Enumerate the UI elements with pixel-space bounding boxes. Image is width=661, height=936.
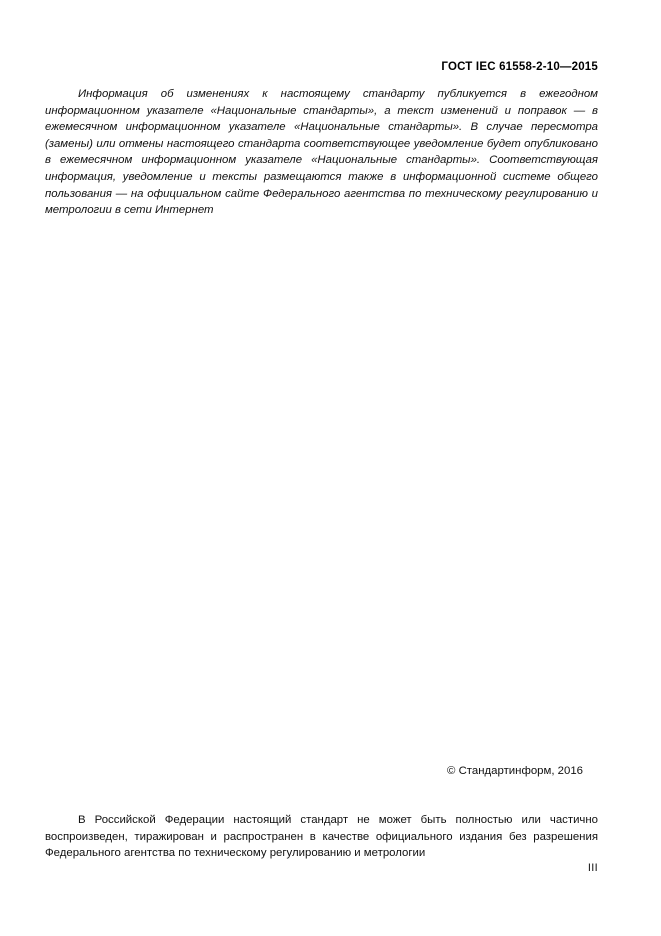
- page-number: III: [587, 862, 598, 874]
- running-header: ГОСТ IEC 61558-2-10—2015: [441, 61, 598, 73]
- reproduction-restriction-paragraph: В Российской Федерации настоящий стандарт не может быть полностью или частично воспроизведен, тиражирован и распространен в качестве официального издания без разрешения Федерального агентства по техническому регулированию и метрологии: [45, 814, 598, 860]
- copyright-line: © Стандартинформ, 2016: [447, 765, 583, 777]
- amendment-notice-paragraph: Информация об изменениях к настоящему стандарту публикуется в ежегодном информационном указателе «Национальные стандарты», а текст изменений и поправок — в ежемесячном информационном указателе «Национальные стандарты». В случае пересмотра (замены) или отмены настоящего стандарта соответствующее уведомление будет опубликовано в ежемесячном информационном указателе «Национальные стандарты». Соответствующая информация, уведомление и тексты размещаются также в информационной системе общего пользования — на официальном сайте Федерального агентства по техническому регулированию и метрологии в сети Интернет: [45, 88, 598, 217]
- amendment-notice-block: [45, 86, 598, 219]
- reproduction-restriction-block: [45, 812, 598, 862]
